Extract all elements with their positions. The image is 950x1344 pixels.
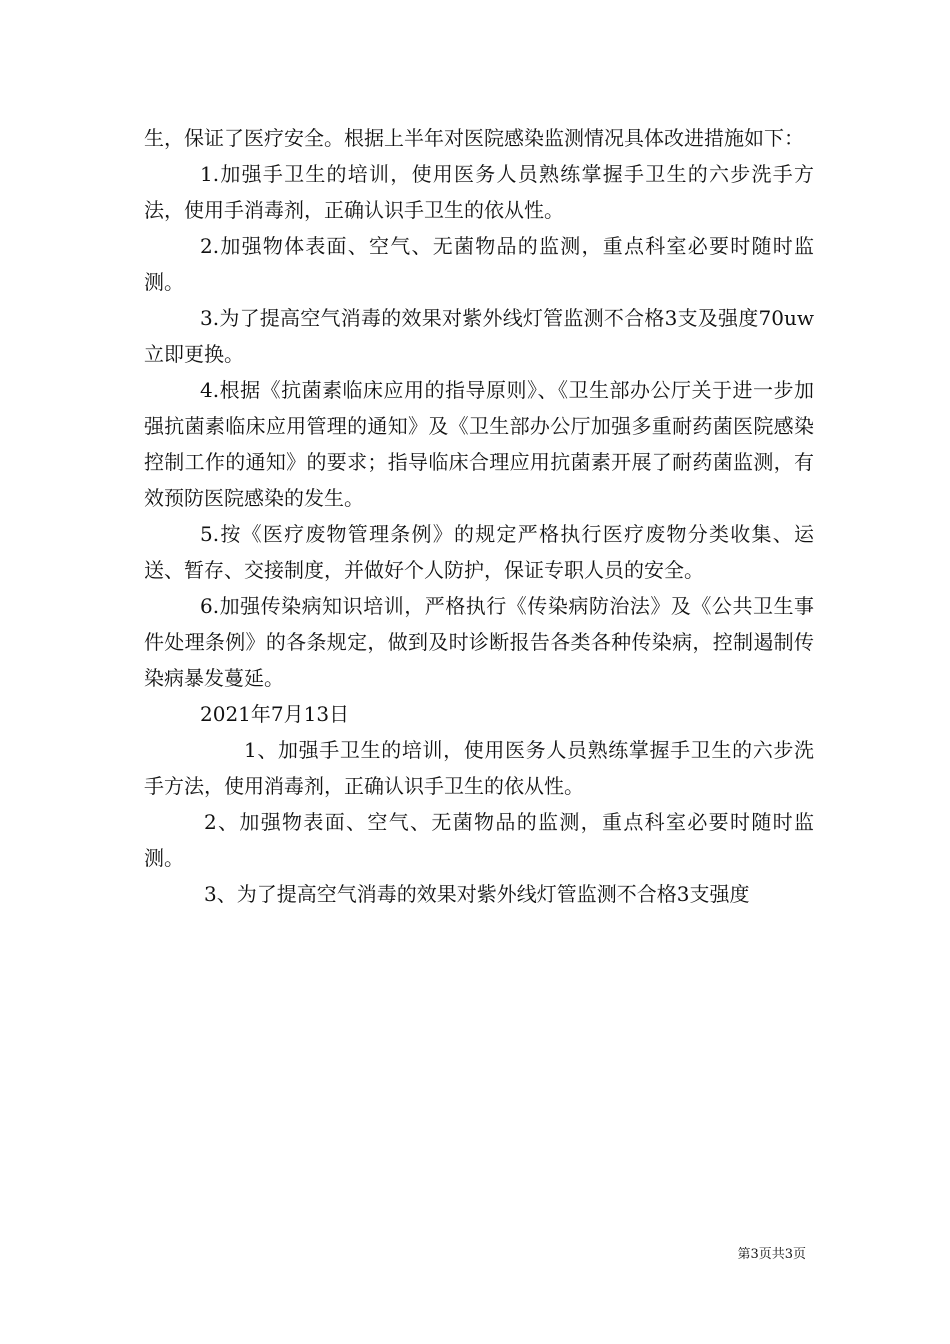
repeat-1-paragraph: 1、加强手卫生的培训，使用医务人员熟练掌握手卫生的六步洗手方法，使用消毒剂，正确认识手卫生的依从性。 (144, 738, 814, 798)
intro-paragraph: 生，保证了医疗安全。根据上半年对医院感染监测情况具体改进措施如下： (144, 126, 804, 150)
measure-5-paragraph: 5.按《医疗废物管理条例》的规定严格执行医疗废物分类收集、运送、暂存、交接制度，并做好个人防护，保证专职人员的安全。 (144, 522, 814, 582)
measure-3-paragraph: 3.为了提高空气消毒的效果对紫外线灯管监测不合格3支及强度70uw立即更换。 (144, 306, 814, 366)
measure-4-paragraph: 4.根据《抗菌素临床应用的指导原则》、《卫生部办公厅关于进一步加强抗菌素临床应用管理的通知》及《卫生部办公厅加强多重耐药菌医院感染控制工作的通知》的要求；指导临床合理应用抗菌素开展了耐药菌监测，有效预防医院感染的发生。 (144, 378, 814, 510)
repeat-2-paragraph: 2、加强物表面、空气、无菌物品的监测，重点科室必要时随时监测。 (144, 810, 814, 870)
measure-6-paragraph: 6.加强传染病知识培训，严格执行《传染病防治法》及《公共卫生事件处理条例》的各条规定，做到及时诊断报告各类各种传染病，控制遏制传染病暴发蔓延。 (144, 594, 814, 690)
measure-1-paragraph: 1.加强手卫生的培训，使用医务人员熟练掌握手卫生的六步洗手方法，使用手消毒剂，正确认识手卫生的依从性。 (144, 162, 814, 222)
document-body (144, 120, 814, 912)
date-line: 2021年7月13日 (200, 702, 350, 726)
page-footer: 第3页共3页 (737, 1247, 806, 1262)
repeat-3-paragraph: 3、为了提高空气消毒的效果对紫外线灯管监测不合格3支强度 (204, 882, 750, 906)
measure-2-paragraph: 2.加强物体表面、空气、无菌物品的监测，重点科室必要时随时监测。 (144, 234, 814, 294)
